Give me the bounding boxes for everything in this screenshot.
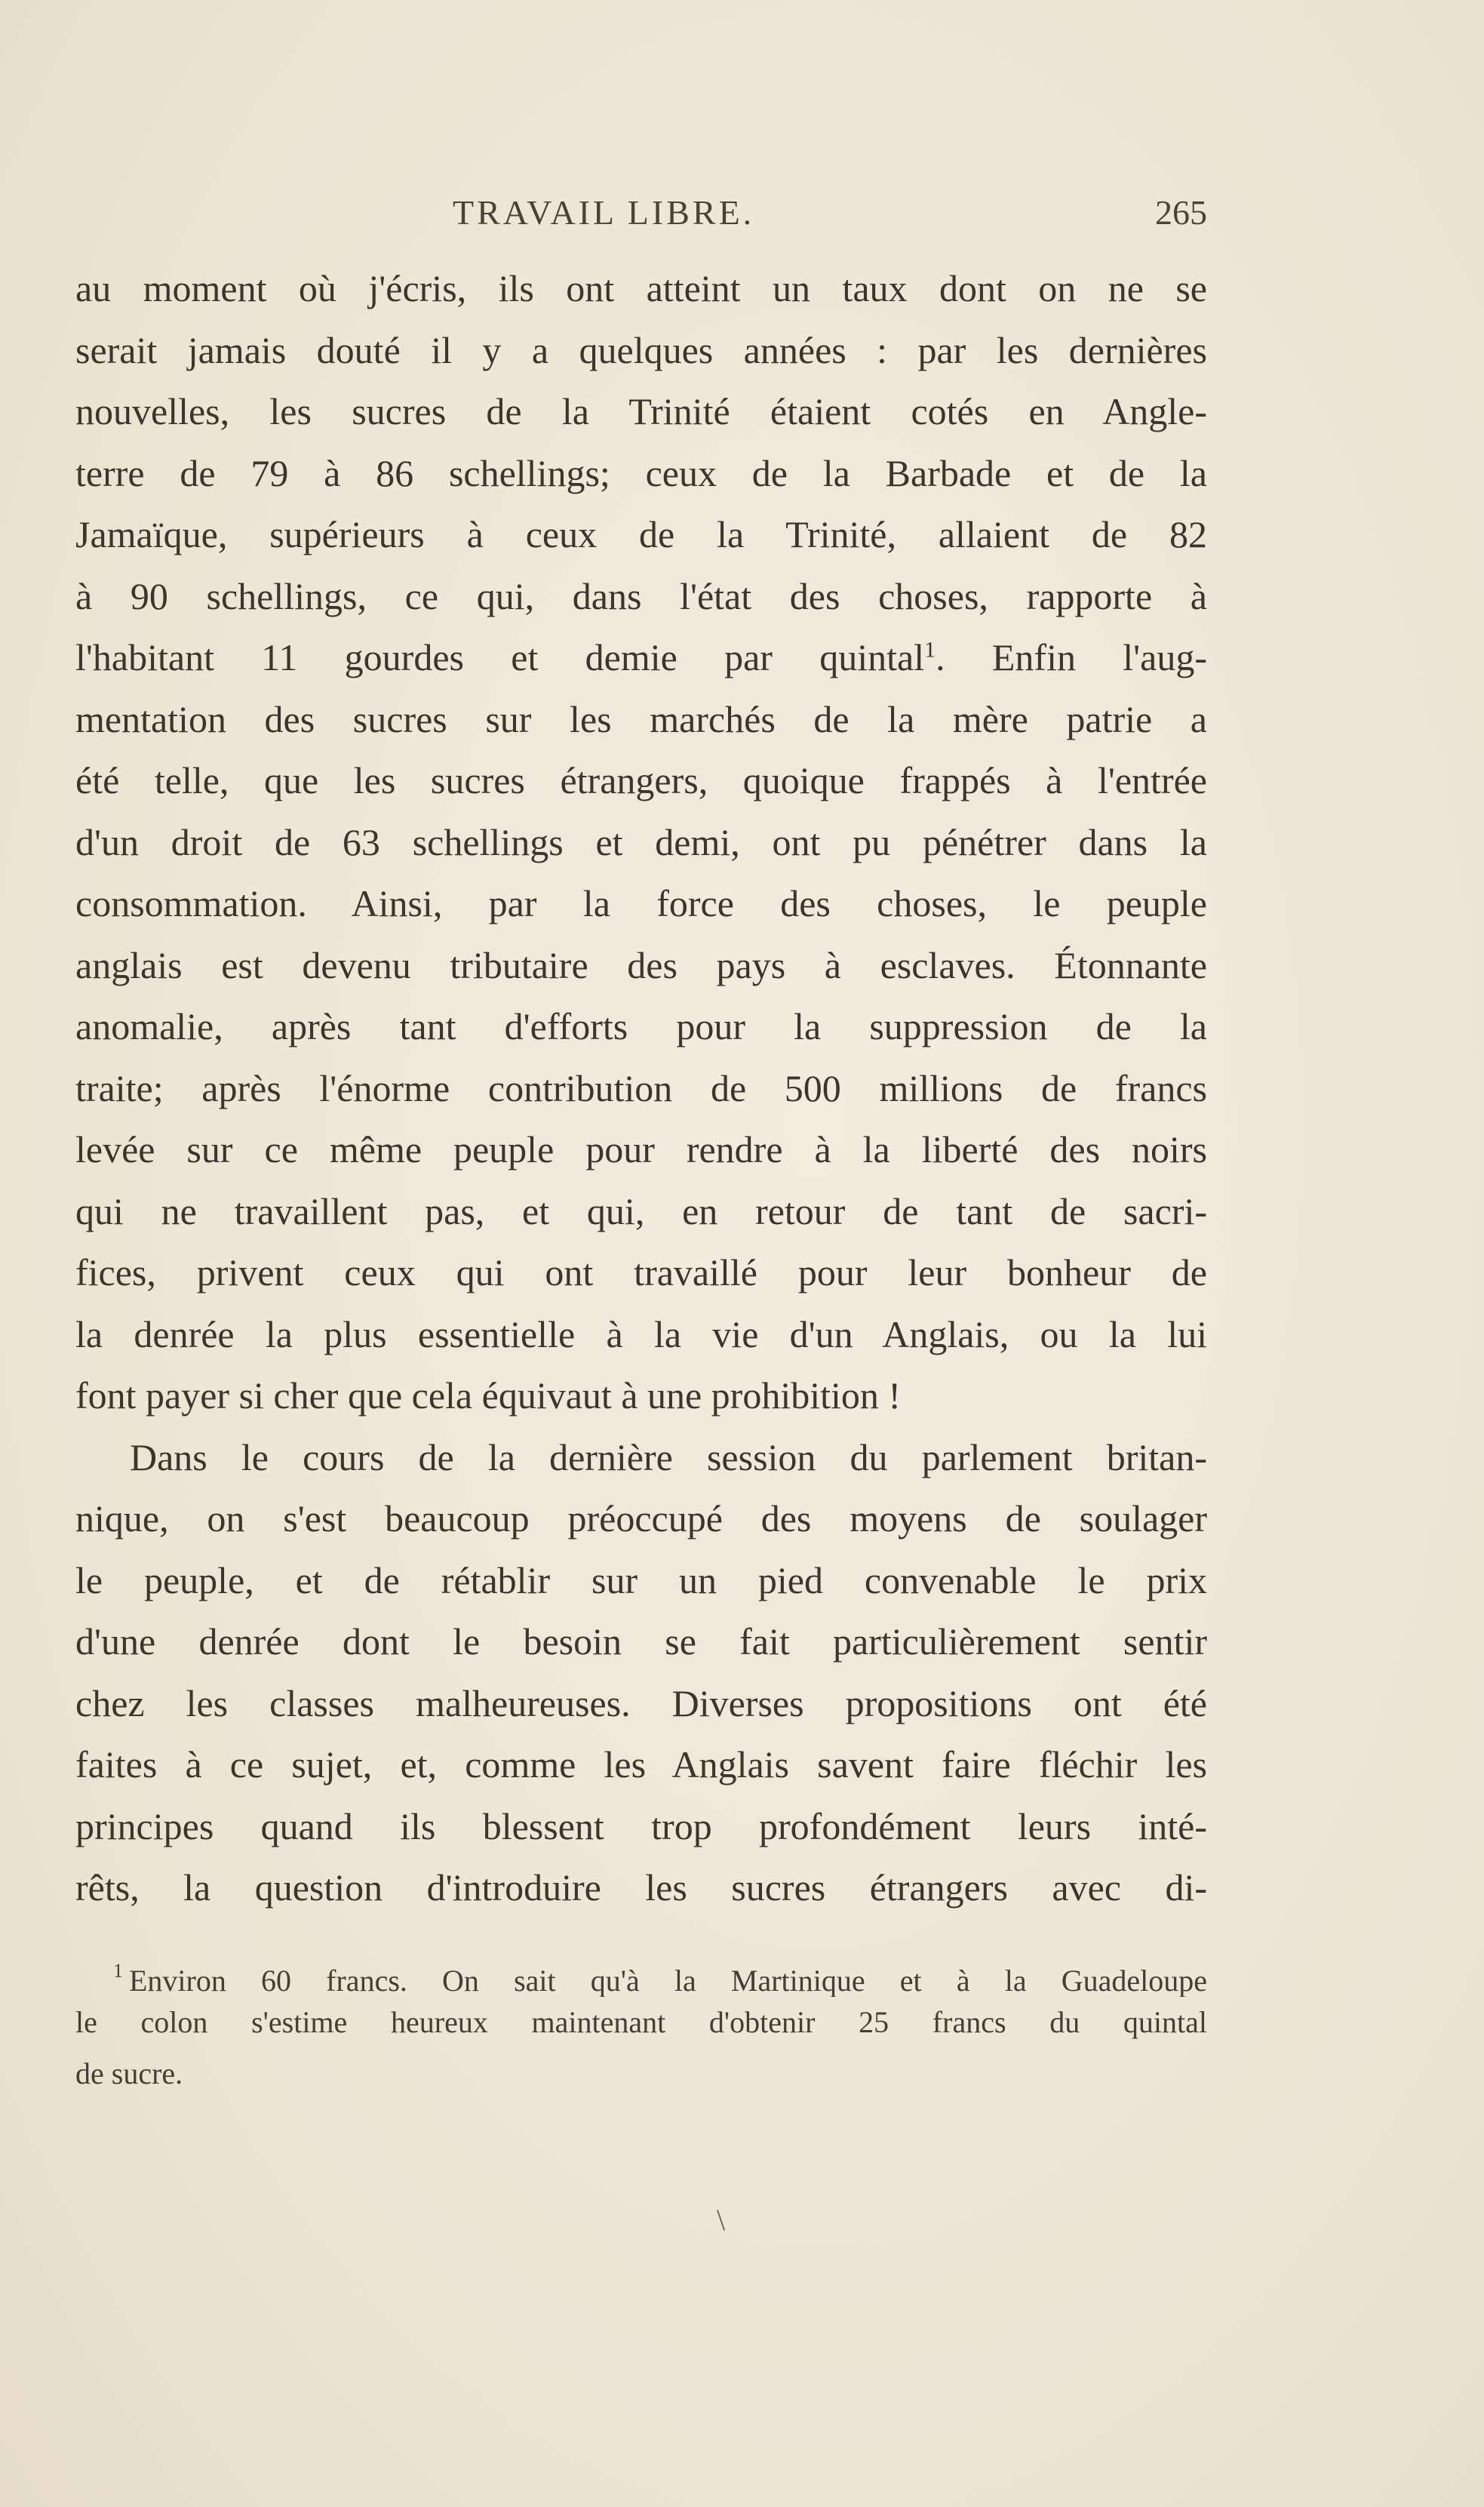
text-line: été telle, que les sucres étrangers, quoique frappés à l'entrée [75, 759, 1207, 801]
text-line: serait jamais douté il y a quelques années : par les dernières [75, 328, 1207, 371]
footnote-line: le colon s'estime heureux maintenant d'obtenir 25 francs du quintal [75, 2005, 1207, 2039]
text-line: Jamaïque, supérieurs à ceux de la Trinité, allaient de 82 [75, 513, 1207, 555]
text-line: nouvelles, les sucres de la Trinité étaient cotés en Angle- [75, 390, 1207, 432]
page-header [75, 192, 1207, 245]
footnote-marker: 1 [113, 1960, 123, 1982]
text-line: d'une denrée dont le besoin se fait particulièrement sentir [75, 1620, 1207, 1663]
text-line: Dans le cours de la dernière session du parlement britan- [130, 1435, 1207, 1478]
text-line: terre de 79 à 86 schellings; ceux de la Barbade et de la [75, 451, 1207, 494]
text-line-with-footnote-ref [75, 627, 1207, 689]
text-line: chez les classes malheureuses. Diverses propositions ont été [75, 1681, 1207, 1724]
text-line: font payer si cher que cela équivaut à une prohibition ! [75, 1374, 902, 1417]
text-segment: l'habitant 11 gourdes et demie par quintal [75, 636, 925, 678]
body-text [75, 258, 1207, 1919]
text-line: mentation des sucres sur les marchés de la mère patrie a [75, 697, 1207, 740]
footnotes [75, 1946, 1207, 2099]
footnote-line: de sucre. [75, 2056, 183, 2090]
text-line: d'un droit de 63 schellings et demi, ont pu pénétrer dans la [75, 820, 1207, 863]
text-line: faites à ce sujet, et, comme les Anglais savent faire fléchir les [75, 1743, 1207, 1786]
text-line: qui ne travaillent pas, et qui, en retour de tant de sacri- [75, 1189, 1207, 1232]
text-line: rêts, la question d'introduire les sucres étrangers avec di- [75, 1866, 1207, 1909]
text-line: à 90 schellings, ce qui, dans l'état des choses, rapporte à [75, 574, 1207, 617]
page-number: 265 [1155, 193, 1207, 232]
text-segment: . Enfin l'aug- [936, 636, 1207, 678]
text-line: traite; après l'énorme contribution de 500 millions de francs [75, 1066, 1207, 1109]
footnote-reference: 1 [924, 637, 936, 663]
text-line: le peuple, et de rétablir sur un pied convenable le prix [75, 1558, 1207, 1601]
stray-mark: \ [717, 2203, 726, 2237]
text-line: au moment où j'écris, ils ont atteint un taux dont on ne se [75, 267, 1207, 309]
text-line: consommation. Ainsi, par la force des choses, le peuple [75, 882, 1207, 924]
text-line: levée sur ce même peuple pour rendre à la liberté des noirs [75, 1128, 1207, 1170]
text-line: nique, on s'est beaucoup préoccupé des moyens de soulager [75, 1497, 1207, 1540]
running-title: TRAVAIL LIBRE. [453, 193, 755, 232]
text-line: anomalie, après tant d'efforts pour la suppression de la [75, 1005, 1207, 1047]
text-line: anglais est devenu tributaire des pays à esclaves. Étonnante [75, 943, 1207, 986]
text-line: fices, privent ceux qui ont travaillé pour leur bonheur de [75, 1251, 1207, 1293]
text-line: la denrée la plus essentielle à la vie d'un Anglais, ou la lui [75, 1312, 1207, 1355]
footnote-text: Environ 60 francs. On sait qu'à la Martinique et à la Guadeloupe [129, 1964, 1207, 1997]
footnote-line [75, 1946, 1207, 1997]
text-line: principes quand ils blessent trop profondément leurs inté- [75, 1804, 1207, 1847]
